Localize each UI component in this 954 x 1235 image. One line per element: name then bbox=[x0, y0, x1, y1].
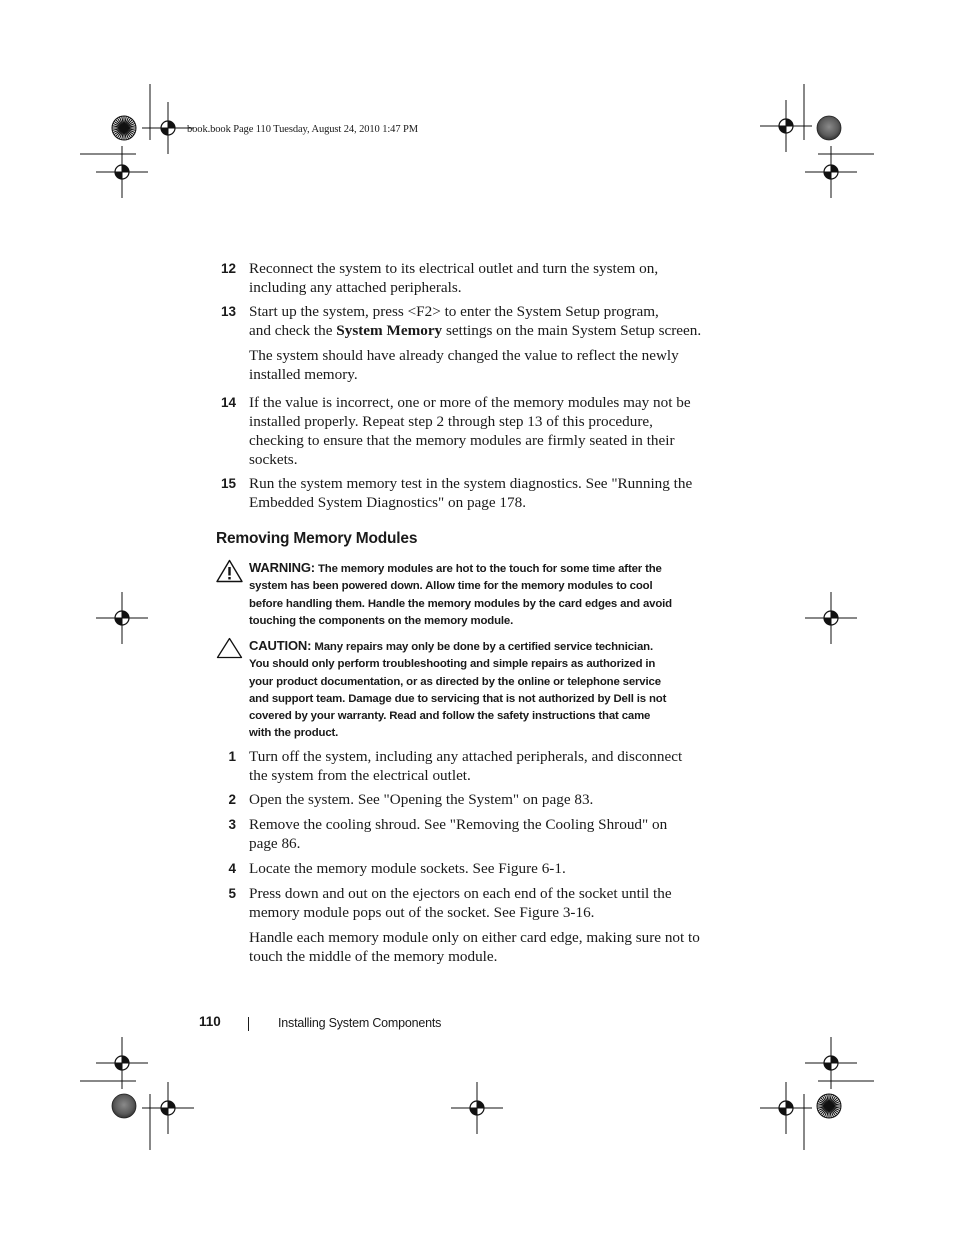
step-number: 14 bbox=[220, 395, 236, 410]
step-text: Run the system memory test in the system diagnostics. See "Running the Embedded System Diagnostics" on page 178. bbox=[249, 475, 693, 511]
chapter-title: Installing System Components bbox=[278, 1016, 442, 1030]
ui-term-system-memory: System Memory bbox=[336, 322, 443, 339]
step-text: If the value is incorrect, one or more of the memory modules may not be installed properly. Repeat step 2 through step 13 of this procedure, checking to ensure that the memory modules are firmly seated in their sockets. bbox=[249, 394, 691, 468]
step-number: 2 bbox=[228, 792, 236, 807]
footer-divider bbox=[248, 1017, 249, 1031]
step-number: 1 bbox=[228, 749, 236, 764]
caution-notice: CAUTION: Many repairs may only be done by a certified service technician. You should only perform troubleshooting and simple repairs as authorized in your product documentation, or as directed by the online or telephone service and support team. Damage due to servicing that is not authorized by Dell is not covered by your warranty. Read and follow the safety instructions that came with the product. bbox=[249, 638, 667, 740]
step-number: 15 bbox=[220, 476, 236, 491]
step-text: Open the system. See "Opening the System" on page 83. bbox=[249, 791, 594, 808]
step-text: Start up the system, press <F2> to enter the System Setup program, and check the System Memory settings on the main System Setup screen. bbox=[249, 303, 702, 339]
warning-notice: WARNING: The memory modules are hot to the touch for some time after the system has been powered down. Allow time for the memory modules to cool before handling them. Handle the memory modules by the card edges and avoid touching the components on the memory module. bbox=[249, 560, 672, 627]
caution-triangle-icon bbox=[216, 637, 243, 659]
step-number: 5 bbox=[228, 886, 236, 901]
print-slug: book.book Page 110 Tuesday, August 24, 2010 1:47 PM bbox=[187, 124, 418, 135]
step-text: Remove the cooling shroud. See "Removing the Cooling Shroud" on page 86. bbox=[249, 816, 668, 852]
page-number: 110 bbox=[199, 1014, 221, 1029]
handling-note: Handle each memory module only on either card edge, making sure not to touch the middle of the memory module. bbox=[249, 929, 700, 965]
step-text: Reconnect the system to its electrical outlet and turn the system on, including any attached peripherals. bbox=[249, 260, 659, 296]
step-number: 13 bbox=[220, 304, 236, 319]
warning-triangle-icon bbox=[216, 559, 243, 583]
step-number: 4 bbox=[228, 861, 236, 876]
step-13-note: The system should have already changed the value to reflect the newly installed memory. bbox=[249, 347, 679, 383]
warning-label: WARNING: bbox=[249, 560, 315, 575]
step-text: Turn off the system, including any attached peripherals, and disconnect the system from the electrical outlet. bbox=[249, 748, 683, 784]
step-number: 12 bbox=[220, 261, 236, 276]
step-number: 3 bbox=[228, 817, 236, 832]
step-text: Press down and out on the ejectors on each end of the socket until the memory module pops out of the socket. See Figure 3-16. bbox=[249, 885, 672, 921]
caution-label: CAUTION: bbox=[249, 638, 312, 653]
step-text: Locate the memory module sockets. See Figure 6-1. bbox=[249, 860, 566, 877]
section-heading: Removing Memory Modules bbox=[216, 530, 418, 547]
